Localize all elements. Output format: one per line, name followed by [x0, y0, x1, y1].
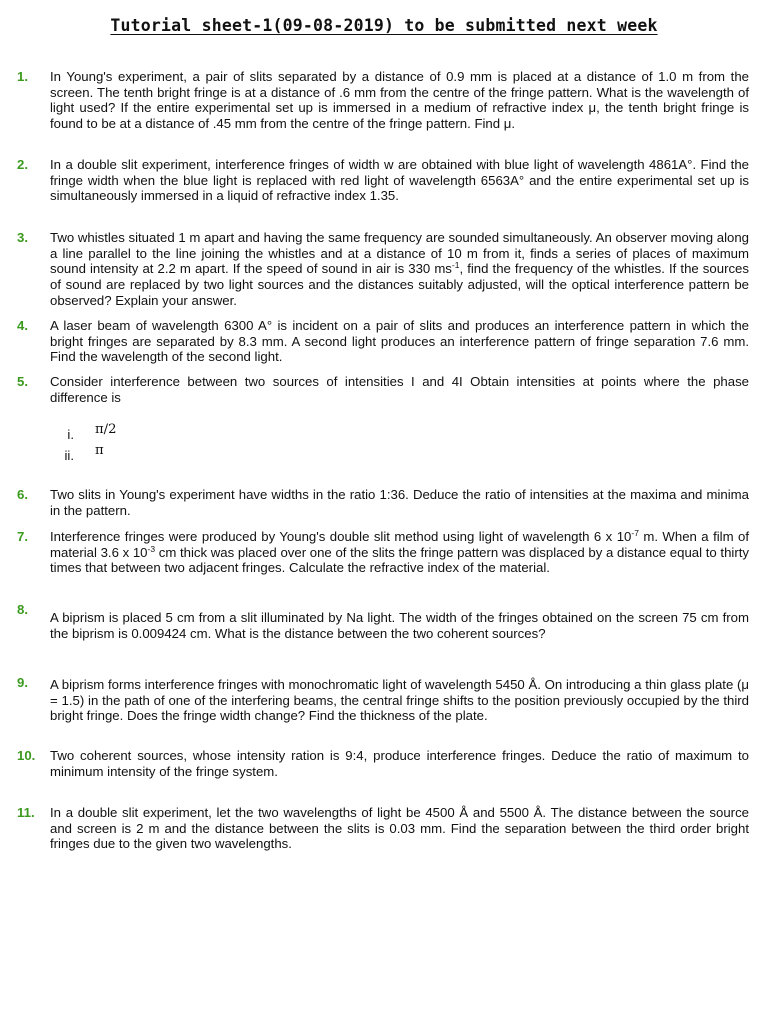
question-text-part: m. When a film of material 3.6 x 10	[50, 529, 750, 560]
sub-item-number: ii.	[64, 448, 74, 463]
question-text: In Young's experiment, a pair of slits separated by a distance of 0.9 mm is placed at a distance of 1.0 m from the screen. The tenth bright fringe is at a distance of .6 mm from the centre of the fringe pattern. What is the wavelength of light used? If the entire experimental set up is immersed in a medium of refractive index μ, the tenth bright fringe is found to be at a distance of .45 mm from the centre of the fringe pattern. Find μ.	[50, 69, 749, 132]
question-number: 1.	[17, 69, 28, 84]
sub-item-value: π	[95, 443, 104, 458]
question-number: 10.	[17, 748, 36, 763]
question-text: A biprism forms interference fringes with monochromatic light of wavelength 5450 Å. On introducing a thin glass plate (μ = 1.5) in the path of one of the interfering beams, the central fringe shifts to the position previously occupied by the third bright fringe. Does the fringe width change? Find the thickness of the plate.	[50, 677, 749, 724]
question-text-part: cm thick was placed over one of the slits the fringe pattern was displaced by a distance equal to thirty times that between two adjacent fringes. Calculate the refractive index of the material.	[50, 544, 749, 576]
question-number: 4.	[17, 318, 28, 333]
question-text	[50, 529, 749, 576]
question-number: 9.	[17, 675, 28, 690]
question-number: 8.	[17, 602, 28, 617]
question-text: A biprism is placed 5 cm from a slit illuminated by Na light. The width of the fringes obtained on the screen 75 cm from the biprism is 0.009424 cm. What is the distance between the two coherent sources?	[50, 610, 749, 641]
question-text: A laser beam of wavelength 6300 A° is incident on a pair of slits and produces an interference pattern in which the bright fringes are separated by 8.3 mm. A second light produces an interference pattern of fringe separation 7.6 mm. Find the wavelength of the second light.	[50, 318, 749, 365]
question-number: 5.	[17, 374, 28, 389]
question-text: In a double slit experiment, let the two wavelengths of light be 4500 Å and 5500 Å. The distance between the source and screen is 2 m and the distance between the slits is 0.03 mm. Find the separation between the third order bright fringes due to the given two wavelengths.	[50, 805, 749, 852]
superscript: -3	[147, 543, 156, 554]
question-number: 2.	[17, 157, 28, 172]
question-text-part: Interference fringes were produced by Young's double slit method using light of wavelength 6 x 10	[50, 529, 632, 544]
question-text-part: Two whistles situated 1 m apart and having the same frequency are sounded simultaneously. An observer moving along a line parallel to the line joining the whistles and at a distance of 10 m from it, finds a series of places of maximum sound intensity at 2.2 m apart. If the speed of sound in air is 330 ms	[50, 230, 749, 277]
question-number: 11.	[17, 805, 35, 820]
superscript: -7	[631, 528, 639, 538]
question-text-part: , find the frequency of the whistles. If the sources of sound are replaced by two light sources and the distances suitably adjusted, will the optical interference pattern be observed? Explain your answer.	[50, 261, 749, 308]
sub-item-number: i.	[67, 427, 74, 442]
question-number: 7.	[17, 529, 28, 544]
question-text: In a double slit experiment, interference fringes of width w are obtained with blue light of wavelength 4861A°. Find the fringe width when the blue light is replaced with red light of wavelength 6563A° and the entire experimental set up is simultaneously immersed in a liquid of refractive index 1.35.	[50, 157, 749, 204]
question-text: Two slits in Young's experiment have widths in the ratio 1:36. Deduce the ratio of intensities at the maxima and minima in the pattern.	[50, 487, 749, 518]
sub-item-value: π/2	[95, 422, 117, 437]
question-number: 3.	[17, 230, 28, 245]
question-text: Two coherent sources, whose intensity ration is 9:4, produce interference fringes. Deduce the ratio of maximum to minimum intensity of the fringe system.	[50, 748, 749, 779]
superscript: -1	[451, 260, 460, 271]
page-title: Tutorial sheet-1(09-08-2019) to be submitted next week	[110, 16, 658, 35]
question-number: 6.	[17, 487, 28, 502]
question-text	[50, 230, 749, 309]
question-text: Consider interference between two sources of intensities I and 4I Obtain intensities at points where the phase difference is	[50, 374, 749, 405]
